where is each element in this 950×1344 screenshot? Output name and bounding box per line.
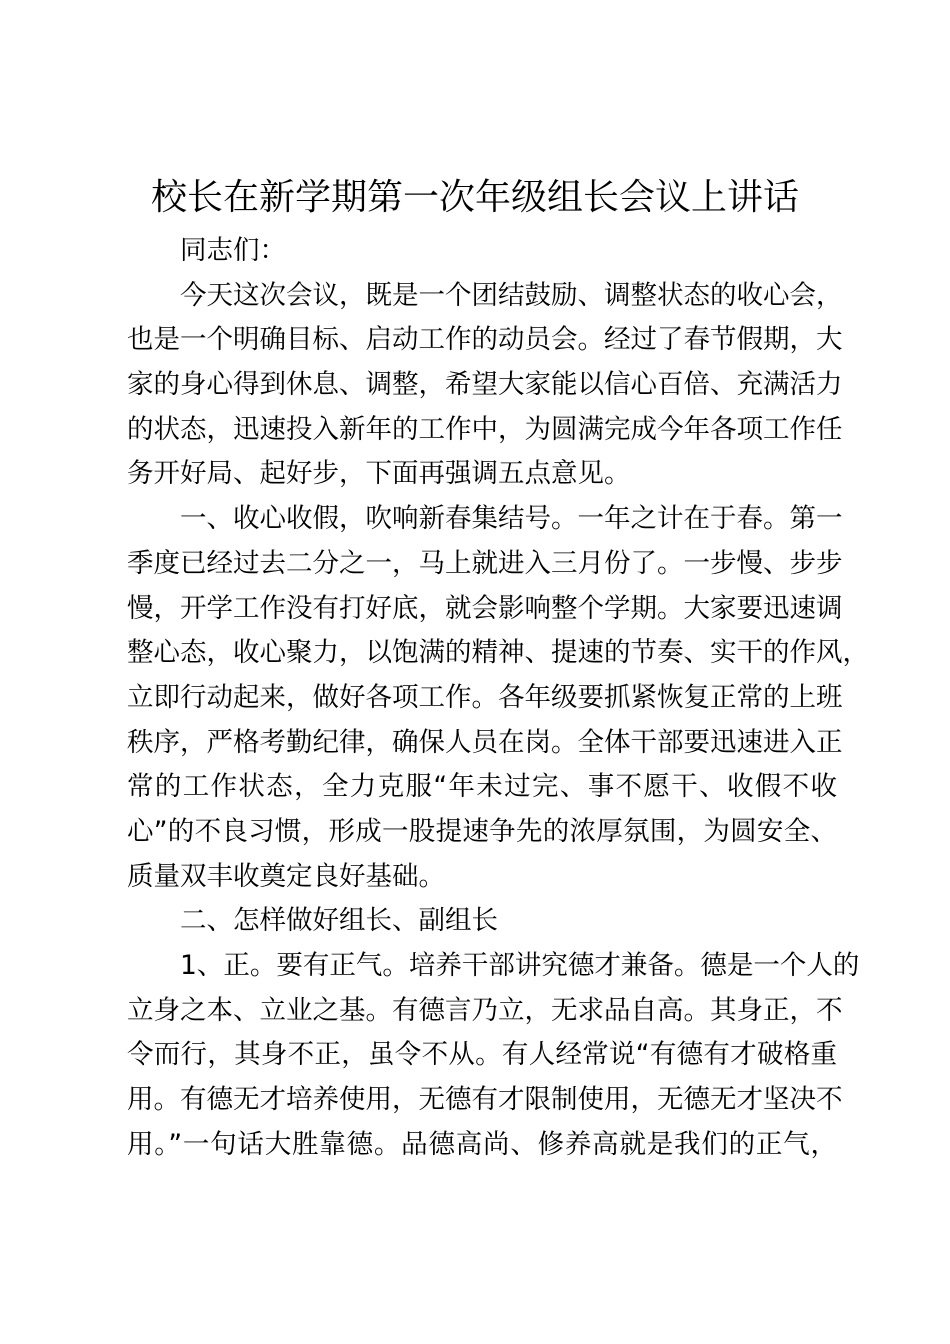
paragraph-line: 秩序，严格考勤纪律，确保人员在岗。全体干部要迅速进入正 — [127, 726, 843, 758]
paragraph-line: 慢，开学工作没有打好底，就会影响整个学期。大家要迅速调 — [127, 592, 843, 624]
paragraph-line: 令而行，其身不正，虽令不从。有人经常说“有德有才破格重 — [127, 1039, 837, 1071]
paragraph-line: 的状态，迅速投入新年的工作中，为圆满完成今年各项工作任 — [127, 413, 843, 445]
paragraph-line: 今天这次会议，既是一个团结鼓励、调整状态的收心会， — [180, 279, 843, 311]
paragraph-line: 用。有德无才培养使用，无德有才限制使用，无德无才坚决不 — [127, 1084, 843, 1116]
paragraph-line: 立即行动起来，做好各项工作。各年级要抓紧恢复正常的上班 — [127, 681, 843, 713]
paragraph-line: 务开好局、起好步，下面再强调五点意见。 — [127, 458, 631, 490]
paragraph-line: 一、收心收假，吹响新春集结号。一年之计在于春。第一 — [180, 503, 843, 535]
document-body — [127, 229, 869, 1167]
paragraph-line: 季度已经过去二分之一，马上就进入三月份了。一步慢、步步 — [127, 547, 843, 579]
paragraph-line: 常的工作状态，全力克服“年未过完、事不愿干、收假不收 — [127, 771, 837, 803]
paragraph-line: 质量双丰收奠定良好基础。 — [127, 860, 445, 892]
paragraph-line: 也是一个明确目标、启动工作的动员会。经过了春节假期，大 — [127, 324, 843, 356]
salutation-line: 同志们： — [180, 235, 286, 266]
paragraph-line: 家的身心得到休息、调整，希望大家能以信心百倍、充满活力 — [127, 369, 843, 401]
paragraph-line: 1、正。要有正气。培养干部讲究德才兼备。德是一个人的 — [180, 950, 860, 981]
section-heading: 二、怎样做好组长、副组长 — [180, 905, 498, 937]
paragraph-line: 立身之本、立业之基。有德言乃立，无求品自高。其身正，不 — [127, 994, 843, 1026]
paragraph-line: 用。”一句话大胜靠德。品德高尚、修养高就是我们的正气， — [127, 1128, 837, 1160]
paragraph-line: 整心态，收心聚力，以饱满的精神、提速的节奏、实干的作风， — [127, 637, 869, 669]
document-title: 校长在新学期第一次年级组长会议上讲话 — [150, 177, 799, 218]
paragraph-line: 心”的不良习惯，形成一股提速争先的浓厚氛围，为圆安全、 — [127, 815, 837, 847]
